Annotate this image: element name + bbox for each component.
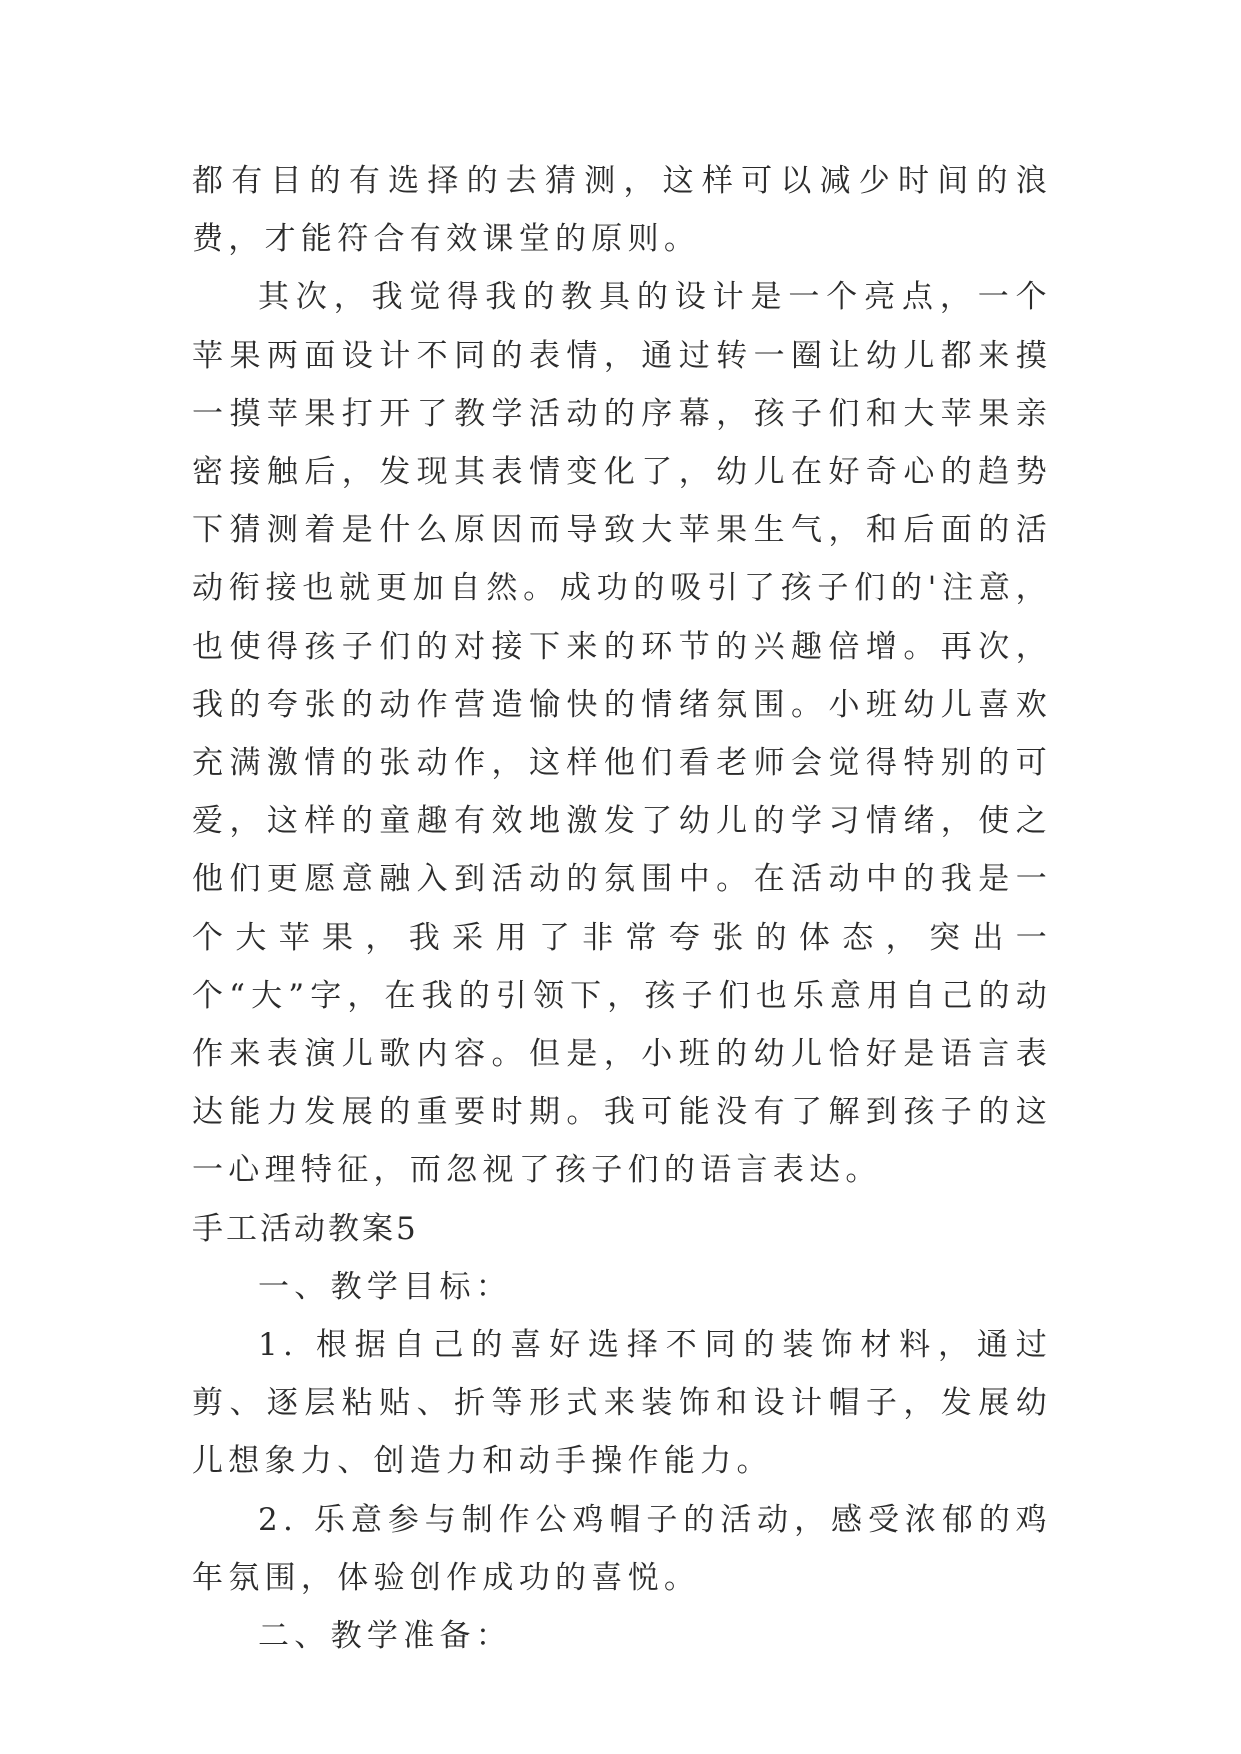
goal-item-1: 1. 根据自己的喜好选择不同的装饰材料，通过剪、逐层粘贴、折等形式来装饰和设计帽子，发展幼儿想象力、创造力和动手操作能力。 — [192, 1327, 1052, 1480]
paragraph-continuation: 都有目的有选择的去猜测，这样可以减少时间的浪费，才能符合有效课堂的原则。 — [192, 163, 1052, 258]
section-title: 手工活动教案5 — [192, 1210, 419, 1247]
section-heading-preparation: 二、教学准备： — [258, 1618, 513, 1655]
goal-item-2: 2. 乐意参与制作公鸡帽子的活动，感受浓郁的鸡年氛围，体验创作成功的喜悦。 — [192, 1501, 1052, 1596]
paragraph-reflection: 其次，我觉得我的教具的设计是一个亮点，一个苹果两面设计不同的表情，通过转一圈让幼儿都来摸一摸苹果打开了教学活动的序幕，孩子们和大苹果亲密接触后，发现其表情变化了，幼儿在好奇心的趋势下猜测着是什么原因而导致大苹果生气，和后面的活动衔接也就更加自然。成功的吸引了孩子们的'注意，也使得孩子们的对接下来的环节的兴趣倍增。再次，我的夸张的动作营造愉快的情绪氛围。小班幼儿喜欢充满激情的张动作，这样他们看老师会觉得特别的可爱，这样的童趣有效地激发了幼儿的学习情绪，使之他们更愿意融入到活动的氛围中。在活动中的我是一个大苹果，我采用了非常夸张的体态，突出一个“大”字，在我的引领下，孩子们也乐意用自己的动作来表演儿歌内容。但是，小班的幼儿恰好是语言表达能力发展的重要时期。我可能没有了解到孩子的这一心理特征，而忽视了孩子们的语言表达。 — [192, 279, 1052, 1189]
section-heading-goals: 一、教学目标： — [258, 1268, 513, 1305]
document-body — [192, 152, 1052, 1665]
